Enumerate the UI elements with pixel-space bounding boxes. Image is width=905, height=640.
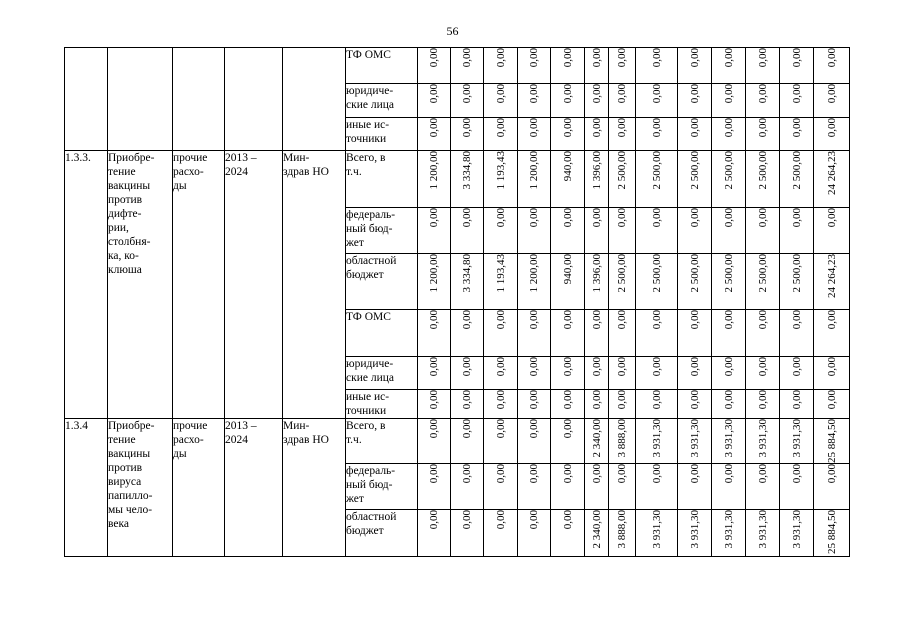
funding-source-cell: областной бюджет [346, 254, 418, 310]
value-cell: 0,00 [678, 390, 712, 419]
value-cell: 0,00 [585, 464, 609, 510]
value-cell: 0,00 [712, 357, 746, 390]
empty-cell [173, 48, 225, 151]
value-cell: 0,00 [484, 118, 518, 151]
value-cell: 0,00 [484, 48, 518, 84]
value-cell: 0,00 [712, 310, 746, 357]
value-cell: 3 931,30 [746, 510, 780, 557]
value-cell: 3 931,30 [746, 419, 780, 464]
value-cell: 1 193,43 [484, 151, 518, 208]
value-cell: 0,00 [484, 208, 518, 254]
value-cell: 0,00 [746, 84, 780, 118]
value-cell: 0,00 [609, 48, 636, 84]
value-cell: 0,00 [551, 510, 585, 557]
value-cell: 0,00 [780, 118, 814, 151]
value-cell: 0,00 [451, 419, 484, 464]
value-cell: 0,00 [678, 310, 712, 357]
value-cell: 2 340,00 [585, 510, 609, 557]
value-cell: 0,00 [518, 390, 551, 419]
value-cell: 0,00 [418, 208, 451, 254]
funding-source-cell: областной бюджет [346, 510, 418, 557]
value-cell: 0,00 [418, 310, 451, 357]
value-cell: 0,00 [418, 48, 451, 84]
value-cell: 0,00 [418, 510, 451, 557]
value-cell: 0,00 [418, 464, 451, 510]
value-cell: 0,00 [636, 390, 678, 419]
value-cell: 2 500,00 [609, 254, 636, 310]
value-cell: 2 500,00 [609, 151, 636, 208]
value-cell: 0,00 [746, 357, 780, 390]
value-cell: 0,00 [551, 464, 585, 510]
value-cell: 0,00 [746, 208, 780, 254]
value-cell: 0,00 [814, 48, 850, 84]
value-cell: 1 396,00 [585, 151, 609, 208]
value-cell: 0,00 [484, 84, 518, 118]
value-cell: 0,00 [780, 464, 814, 510]
value-cell: 940,00 [551, 254, 585, 310]
value-cell: 3 931,30 [780, 510, 814, 557]
value-cell: 0,00 [814, 464, 850, 510]
value-cell: 0,00 [712, 48, 746, 84]
value-cell: 0,00 [746, 48, 780, 84]
value-cell: 24 264,23 [814, 254, 850, 310]
value-cell: 0,00 [746, 310, 780, 357]
value-cell: 2 500,00 [746, 254, 780, 310]
value-cell: 0,00 [814, 84, 850, 118]
value-cell: 0,00 [609, 464, 636, 510]
value-cell: 0,00 [712, 84, 746, 118]
value-cell: 0,00 [451, 118, 484, 151]
value-cell: 0,00 [780, 390, 814, 419]
value-cell: 0,00 [585, 390, 609, 419]
value-cell: 0,00 [451, 464, 484, 510]
value-cell: 1 200,00 [418, 254, 451, 310]
value-cell: 0,00 [551, 84, 585, 118]
value-cell: 0,00 [678, 357, 712, 390]
value-cell: 0,00 [585, 48, 609, 84]
value-cell: 0,00 [451, 84, 484, 118]
value-cell: 0,00 [636, 48, 678, 84]
value-cell: 0,00 [585, 208, 609, 254]
value-cell: 0,00 [780, 84, 814, 118]
value-cell: 25 884,50 [814, 510, 850, 557]
value-cell: 0,00 [746, 464, 780, 510]
value-cell: 0,00 [636, 84, 678, 118]
value-cell: 3 931,30 [678, 419, 712, 464]
empty-cell [225, 48, 283, 151]
value-cell: 0,00 [484, 310, 518, 357]
value-cell: 3 931,30 [678, 510, 712, 557]
value-cell: 0,00 [551, 208, 585, 254]
value-cell: 0,00 [518, 118, 551, 151]
value-cell: 0,00 [418, 118, 451, 151]
value-cell: 0,00 [451, 310, 484, 357]
funding-source-cell: иные ис- точники [346, 118, 418, 151]
expense-type: прочие расхо- ды [173, 419, 225, 557]
funding-source-cell: юридиче- ские лица [346, 84, 418, 118]
value-cell: 0,00 [609, 118, 636, 151]
value-cell: 0,00 [451, 357, 484, 390]
value-cell: 0,00 [518, 357, 551, 390]
value-cell: 2 500,00 [712, 254, 746, 310]
value-cell: 0,00 [518, 510, 551, 557]
value-cell: 2 500,00 [780, 151, 814, 208]
item-executor: Мин- здрав НО [283, 419, 346, 557]
value-cell: 2 500,00 [678, 151, 712, 208]
funding-source-cell: ТФ ОМС [346, 310, 418, 357]
value-cell: 0,00 [484, 357, 518, 390]
value-cell: 2 500,00 [636, 254, 678, 310]
value-cell: 0,00 [551, 310, 585, 357]
value-cell: 0,00 [678, 48, 712, 84]
value-cell: 0,00 [636, 310, 678, 357]
value-cell: 1 193,43 [484, 254, 518, 310]
value-cell: 0,00 [780, 310, 814, 357]
table-row [65, 419, 850, 464]
value-cell: 2 500,00 [636, 151, 678, 208]
value-cell: 0,00 [636, 118, 678, 151]
value-cell: 0,00 [678, 118, 712, 151]
value-cell: 0,00 [418, 419, 451, 464]
empty-cell [108, 48, 173, 151]
value-cell: 0,00 [814, 118, 850, 151]
expense-type: прочие расхо- ды [173, 151, 225, 419]
table-row [65, 151, 850, 208]
empty-cell [283, 48, 346, 151]
value-cell: 0,00 [712, 464, 746, 510]
value-cell: 0,00 [551, 48, 585, 84]
value-cell: 3 931,30 [712, 510, 746, 557]
value-cell: 0,00 [518, 419, 551, 464]
value-cell: 0,00 [678, 208, 712, 254]
value-cell: 3 931,30 [636, 510, 678, 557]
item-period: 2013 – 2024 [225, 151, 283, 419]
funding-source-cell: федераль- ный бюд- жет [346, 464, 418, 510]
value-cell: 0,00 [636, 357, 678, 390]
table-row [65, 48, 850, 84]
value-cell: 0,00 [418, 357, 451, 390]
value-cell: 3 931,30 [780, 419, 814, 464]
value-cell: 0,00 [484, 390, 518, 419]
value-cell: 0,00 [451, 48, 484, 84]
funding-source-cell: Всего, в т.ч. [346, 419, 418, 464]
funding-source-cell: Всего, в т.ч. [346, 151, 418, 208]
value-cell: 0,00 [418, 390, 451, 419]
funding-source-cell: юридиче- ские лица [346, 357, 418, 390]
value-cell: 0,00 [814, 310, 850, 357]
value-cell: 0,00 [451, 390, 484, 419]
item-period: 2013 – 2024 [225, 419, 283, 557]
value-cell: 0,00 [484, 510, 518, 557]
value-cell: 0,00 [551, 419, 585, 464]
value-cell: 0,00 [780, 357, 814, 390]
value-cell: 2 500,00 [780, 254, 814, 310]
value-cell: 0,00 [518, 464, 551, 510]
value-cell: 940,00 [551, 151, 585, 208]
funding-source-cell: ТФ ОМС [346, 48, 418, 84]
value-cell: 3 931,30 [712, 419, 746, 464]
value-cell: 0,00 [551, 390, 585, 419]
item-name: Приобре- тение вакцины против дифте- рии, столбня- ка, ко- клюша [108, 151, 173, 419]
value-cell: 1 200,00 [418, 151, 451, 208]
value-cell: 3 888,00 [609, 419, 636, 464]
funding-source-cell: иные ис- точники [346, 390, 418, 419]
value-cell: 3 888,00 [609, 510, 636, 557]
value-cell: 0,00 [418, 84, 451, 118]
item-number: 1.3.4 [65, 419, 108, 557]
value-cell: 3 334,80 [451, 151, 484, 208]
value-cell: 0,00 [609, 208, 636, 254]
value-cell: 0,00 [609, 310, 636, 357]
value-cell: 0,00 [518, 84, 551, 118]
value-cell: 24 264,23 [814, 151, 850, 208]
empty-cell [65, 48, 108, 151]
value-cell: 0,00 [551, 357, 585, 390]
value-cell: 0,00 [484, 419, 518, 464]
value-cell: 0,00 [585, 84, 609, 118]
value-cell: 1 200,00 [518, 254, 551, 310]
value-cell: 1 396,00 [585, 254, 609, 310]
page-number: 56 [446, 24, 459, 38]
value-cell: 2 500,00 [712, 151, 746, 208]
value-cell: 0,00 [712, 208, 746, 254]
value-cell: 3 931,30 [636, 419, 678, 464]
value-cell: 0,00 [609, 390, 636, 419]
value-cell: 0,00 [678, 84, 712, 118]
value-cell: 25 884,50 [814, 419, 850, 464]
value-cell: 0,00 [551, 118, 585, 151]
value-cell: 0,00 [585, 357, 609, 390]
item-number: 1.3.3. [65, 151, 108, 419]
value-cell: 0,00 [636, 208, 678, 254]
value-cell: 0,00 [518, 48, 551, 84]
value-cell: 0,00 [451, 208, 484, 254]
value-cell: 0,00 [518, 208, 551, 254]
item-executor: Мин- здрав НО [283, 151, 346, 419]
value-cell: 0,00 [712, 390, 746, 419]
value-cell: 0,00 [451, 510, 484, 557]
value-cell: 2 500,00 [746, 151, 780, 208]
value-cell: 0,00 [712, 118, 746, 151]
value-cell: 0,00 [636, 464, 678, 510]
value-cell: 0,00 [609, 84, 636, 118]
value-cell: 0,00 [484, 464, 518, 510]
value-cell: 0,00 [746, 118, 780, 151]
value-cell: 1 200,00 [518, 151, 551, 208]
value-cell: 2 500,00 [678, 254, 712, 310]
value-cell: 0,00 [518, 310, 551, 357]
funding-source-cell: федераль- ный бюд- жет [346, 208, 418, 254]
value-cell: 0,00 [814, 208, 850, 254]
value-cell: 0,00 [585, 118, 609, 151]
item-name: Приобре- тение вакцины против вируса папилло- мы чело- века [108, 419, 173, 557]
value-cell: 0,00 [585, 310, 609, 357]
value-cell: 0,00 [678, 464, 712, 510]
value-cell: 0,00 [814, 390, 850, 419]
budget-table [64, 47, 850, 557]
value-cell: 3 334,80 [451, 254, 484, 310]
value-cell: 0,00 [814, 357, 850, 390]
value-cell: 0,00 [746, 390, 780, 419]
value-cell: 0,00 [780, 48, 814, 84]
value-cell: 0,00 [780, 208, 814, 254]
value-cell: 0,00 [609, 357, 636, 390]
value-cell: 2 340,00 [585, 419, 609, 464]
